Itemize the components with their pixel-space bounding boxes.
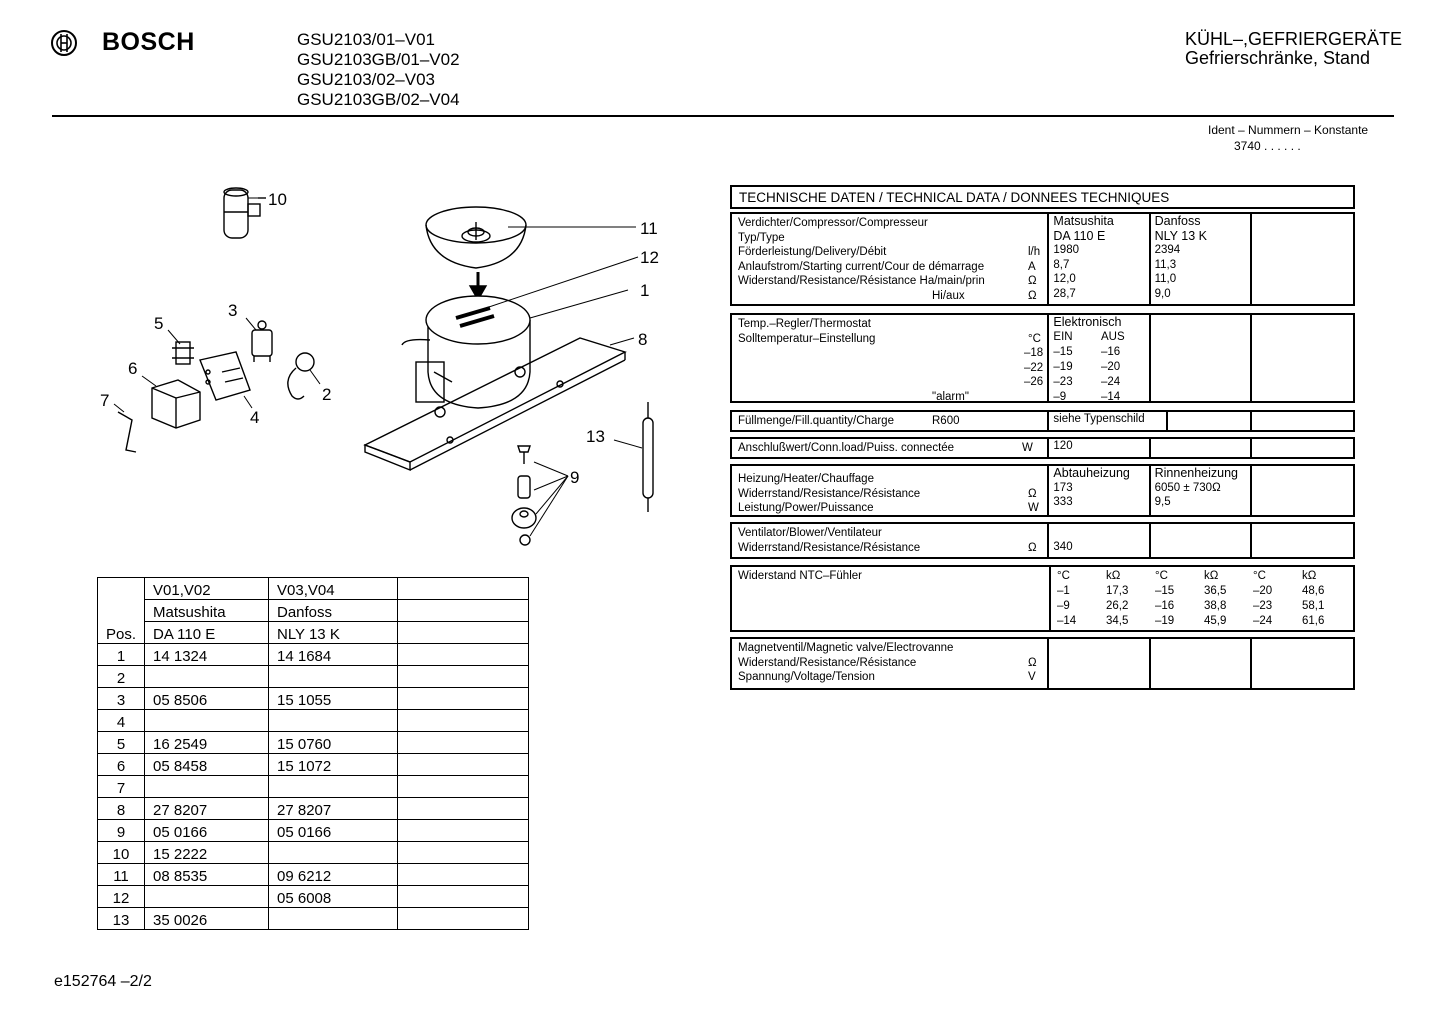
- type-header: NLY 13 K: [269, 622, 398, 644]
- heater-block: Heizung/Heater/Chauffage Widerrstand/Resistance/Résistance Ω Leistung/Power/Puissance W Abtauheizung 173 333 Rinnenheizung 6050 ± 730Ω 9,5: [730, 464, 1355, 517]
- variant-header: V01,V02: [145, 578, 269, 600]
- table-row: [98, 908, 529, 930]
- pos-cell: 9: [98, 820, 145, 842]
- part-number-cell: [269, 666, 398, 688]
- empty-col: [1252, 524, 1353, 557]
- empty-cell: [398, 908, 529, 930]
- gutter-heater-col: Rinnenheizung 6050 ± 730Ω 9,5: [1151, 466, 1252, 515]
- empty-cell: [398, 644, 529, 666]
- callout-number: 2: [322, 385, 332, 404]
- thermostat-block: [730, 313, 1355, 403]
- empty-col: [1151, 639, 1252, 688]
- ntc-values: °C kΩ °C kΩ °C kΩ –1 17,3 –15 36,5 –20 48,6 –9 26,2 –16 38,8 –23 58,1 –14 34,5 –19 45,9 –24 61,6: [1056, 570, 1325, 628]
- empty-cell: [398, 798, 529, 820]
- empty-col: [1151, 439, 1252, 457]
- table-row: [98, 754, 529, 776]
- variant-header: V03,V04: [269, 578, 398, 600]
- maker-header: Matsushita: [145, 600, 269, 622]
- model-number: GSU2103GB/01–V02: [297, 50, 460, 69]
- compressor-cover-part: [426, 207, 526, 268]
- label-line: Hi/aux Ω: [932, 289, 1037, 302]
- empty-cell: [398, 578, 529, 600]
- callout-number: 9: [570, 468, 580, 487]
- callout-number: 13: [586, 427, 605, 446]
- pos-cell: 13: [98, 908, 145, 930]
- label-line: Typ/Type: [738, 231, 785, 244]
- part-number-cell: 35 0026: [145, 908, 269, 930]
- part-number-cell: [145, 886, 269, 908]
- compressor-part: [402, 296, 530, 408]
- defrost-heater-col: Abtauheizung 173 333: [1049, 466, 1150, 515]
- pos-cell: 3: [98, 688, 145, 710]
- empty-col: [1252, 639, 1353, 688]
- callout-number: 8: [638, 330, 648, 349]
- pos-cell: 12: [98, 886, 145, 908]
- empty-col: [1252, 466, 1353, 515]
- table-row: [98, 886, 529, 908]
- ident-label: Ident – Nummern – Konstante: [1208, 123, 1369, 137]
- ident-block: [1208, 122, 1368, 154]
- valve-block: Magnetventil/Magnetic valve/Electrovanne Widerstand/Resistance/Résistance Ω Spannung/Voltage/Tension V: [730, 637, 1355, 690]
- callout-number: 4: [250, 408, 260, 427]
- table-row: [98, 666, 529, 688]
- leader-lines: [114, 198, 642, 536]
- callout-number: 1: [640, 281, 650, 300]
- part-number-cell: 05 0166: [269, 820, 398, 842]
- part-number-cell: [145, 710, 269, 732]
- dryer-part: [643, 402, 653, 512]
- ident-value: 3740 . . . . . .: [1234, 139, 1301, 153]
- callout-number: 12: [640, 248, 659, 267]
- table-row: [98, 732, 529, 754]
- callout-number: 5: [154, 314, 164, 333]
- table-row: [98, 644, 529, 666]
- table-row: [98, 798, 529, 820]
- document-id: e152764 –2/2: [54, 973, 152, 990]
- connected-load-block: Anschlußwert/Conn.load/Puiss. connectée W 120: [730, 437, 1355, 459]
- empty-cell: [398, 622, 529, 644]
- thermostat-labels: Temp.–Regler/Thermostat Solltemperatur–Einstellung °C –18 –22 –26 "alarm": [732, 315, 1049, 401]
- empty-cell: [398, 842, 529, 864]
- type-header: DA 110 E: [145, 622, 269, 644]
- callout-number: 6: [128, 359, 138, 378]
- pos-header: Pos.: [98, 578, 145, 644]
- bracket-part: [118, 412, 136, 452]
- pos-cell: 7: [98, 776, 145, 798]
- blower-value: 340: [1049, 524, 1150, 557]
- part-number-cell: 14 1684: [269, 644, 398, 666]
- category-title: [1185, 30, 1402, 68]
- empty-cell: [398, 754, 529, 776]
- base-frame-part: [365, 338, 625, 470]
- callout-number: 7: [100, 391, 110, 410]
- model-number: GSU2103/02–V03: [297, 70, 435, 89]
- mounting-parts: [512, 446, 536, 545]
- empty-col: [1151, 524, 1252, 557]
- part-number-cell: 05 8506: [145, 688, 269, 710]
- part-number-cell: 05 6008: [269, 886, 398, 908]
- table-row: [98, 776, 529, 798]
- empty-col: [1252, 214, 1353, 304]
- empty-col: [1252, 315, 1353, 401]
- table-row: [98, 820, 529, 842]
- terminal-cover-part: [200, 352, 250, 400]
- empty-cell: [398, 710, 529, 732]
- table-row: [98, 864, 529, 886]
- part-number-cell: 15 1072: [269, 754, 398, 776]
- capacitor-part: [224, 188, 266, 238]
- empty-cell: [398, 666, 529, 688]
- pos-cell: 11: [98, 864, 145, 886]
- label-line: Widerstand/Resistance/Résistance Ha/main/prin Ω: [738, 275, 1037, 287]
- ntc-block: Widerstand NTC–Fühler °C kΩ °C kΩ °C kΩ –1 17,3 –15 36,5 –20 48,6 –9 26,2 –16 38,8 –23 58,1 –14 34,5 –19 45,9 –24 61,6: [730, 565, 1355, 632]
- overload-protector-part: [288, 353, 314, 399]
- part-number-cell: [269, 710, 398, 732]
- compressor-danfoss-col: Danfoss NLY 13 K 2394 11,3 11,0 9,0: [1151, 214, 1252, 304]
- relay-part: [252, 321, 272, 362]
- part-number-cell: 08 8535: [145, 864, 269, 886]
- parts-table: [97, 577, 529, 930]
- table-row: [98, 688, 529, 710]
- label-line: Verdichter/Compressor/Compresseur: [738, 217, 928, 229]
- brand-name: BOSCH: [102, 28, 195, 56]
- pos-cell: 2: [98, 666, 145, 688]
- part-number-cell: 05 0166: [145, 820, 269, 842]
- callout-number: 3: [228, 301, 238, 320]
- empty-cell: [398, 732, 529, 754]
- compressor-matsushita-col: Matsushita DA 110 E 1980 8,7 12,0 28,7: [1049, 214, 1150, 304]
- pos-cell: 1: [98, 644, 145, 666]
- part-number-cell: [145, 666, 269, 688]
- empty-cell: [398, 864, 529, 886]
- empty-col: [1151, 315, 1252, 401]
- empty-cell: [398, 688, 529, 710]
- pos-cell: 6: [98, 754, 145, 776]
- empty-col: [1049, 639, 1150, 688]
- table-row: [98, 710, 529, 732]
- parts-diagram: [0, 0, 700, 560]
- model-number: GSU2103/01–V01: [297, 30, 435, 49]
- part-number-cell: 09 6212: [269, 864, 398, 886]
- category-line: KÜHL–,GEFRIERGERÄTE: [1184, 29, 1402, 49]
- pos-cell: 4: [98, 710, 145, 732]
- empty-cell: [398, 820, 529, 842]
- part-number-cell: 27 8207: [145, 798, 269, 820]
- clip-part: [172, 342, 194, 364]
- compressor-labels: [732, 214, 1049, 304]
- tech-data-title: TECHNISCHE DATEN / TECHNICAL DATA / DONNEES TECHNIQUES: [730, 185, 1355, 209]
- model-number: GSU2103GB/02–V04: [297, 90, 460, 109]
- empty-cell: [398, 886, 529, 908]
- table-row: [98, 842, 529, 864]
- empty-col: [1252, 412, 1353, 430]
- compressor-block: [730, 212, 1355, 306]
- category-line: Gefrierschränke, Stand: [1184, 48, 1371, 68]
- part-number-cell: 15 1055: [269, 688, 398, 710]
- part-number-cell: 14 1324: [145, 644, 269, 666]
- empty-col: [1252, 439, 1353, 457]
- callout-number: 11: [640, 219, 658, 238]
- part-number-cell: 16 2549: [145, 732, 269, 754]
- callout-number: 10: [268, 190, 287, 209]
- pos-cell: 5: [98, 732, 145, 754]
- part-number-cell: [269, 776, 398, 798]
- charge-block: Füllmenge/Fill.quantity/Charge R600 siehe Typenschild: [730, 410, 1355, 432]
- pos-cell: 10: [98, 842, 145, 864]
- connected-load-value: 120: [1049, 439, 1150, 457]
- empty-col: [1168, 412, 1251, 430]
- starter-part: [152, 380, 200, 428]
- blower-block: Ventilator/Blower/Ventilateur Widerrstand/Resistance/Résistance Ω 340: [730, 522, 1355, 559]
- label-line: Förderleistung/Delivery/Débit l/h: [738, 246, 1041, 258]
- empty-cell: [398, 600, 529, 622]
- part-number-cell: 15 0760: [269, 732, 398, 754]
- part-number-cell: [145, 776, 269, 798]
- charge-value: siehe Typenschild: [1049, 412, 1168, 430]
- pos-cell: 8: [98, 798, 145, 820]
- part-number-cell: [269, 842, 398, 864]
- label-line: Anlaufstrom/Starting current/Cour de démarrage A: [738, 260, 1036, 273]
- part-number-cell: [269, 908, 398, 930]
- thermostat-settings-col: Elektronisch EIN AUS –15 –16 –19 –20 –23 –24 –9 –14: [1049, 315, 1150, 401]
- part-number-cell: 05 8458: [145, 754, 269, 776]
- part-number-cell: 15 2222: [145, 842, 269, 864]
- part-number-cell: 27 8207: [269, 798, 398, 820]
- maker-header: Danfoss: [269, 600, 398, 622]
- empty-cell: [398, 776, 529, 798]
